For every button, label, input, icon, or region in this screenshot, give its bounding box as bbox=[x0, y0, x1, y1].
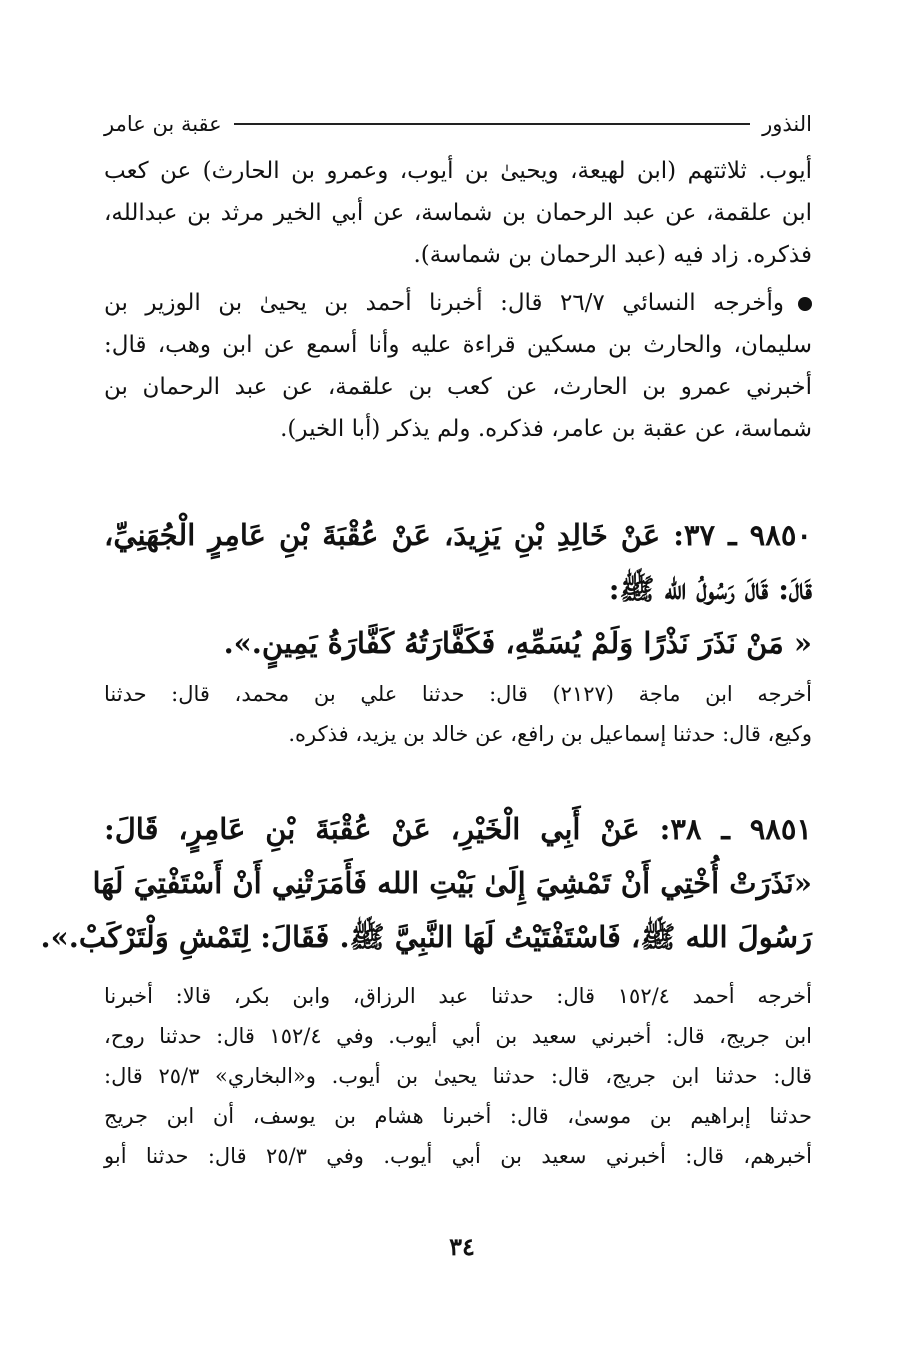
hadith-9851 bbox=[40, 802, 812, 964]
header-chapter-title: النذور bbox=[762, 112, 812, 136]
text-line: أخبرهم، قال: أخبرني سعيد بن أبي أيوب. وفي ٢٥/٣ قال: حدثنا أبو bbox=[104, 1144, 812, 1168]
text-line: أخرجه ابن ماجة (٢١٢٧) قال: حدثنا علي بن محمد، قال: حدثنا bbox=[104, 682, 812, 706]
hadith-line: ٩٨٥٠ ـ ٣٧: عَنْ خَالِدِ بْنِ يَزِيدَ، عَنْ عُقْبَةَ بْنِ عَامِرٍ الْجُهَنِيِّ، bbox=[104, 518, 812, 552]
hadith-line: قَالَ: قَالَ رَسُولُ الله ﷺ: bbox=[608, 572, 812, 606]
text-line: حدثنا إبراهيم بن موسىٰ، قال: أخبرنا هشام بن يوسف، أن ابن جريج bbox=[104, 1104, 812, 1128]
header-section-title: عقبة بن عامر bbox=[104, 112, 222, 136]
header-rule bbox=[234, 123, 750, 125]
text-line: شماسة، عن عقبة بن عامر، فذكره. ولم يذكر (أبا الخير). bbox=[280, 416, 812, 442]
hadith-line: رَسُولَ الله ﷺ، فَاسْتَفْتَيْتُ لَهَا النَّبِيَّ ﷺ. فَقَالَ: لِتَمْشِ وَلْتَرْكَبْ.». bbox=[40, 920, 812, 954]
text-line: أيوب. ثلاثتهم (ابن لهيعة، ويحيىٰ بن أيوب، وعمرو بن الحارث) عن كعب bbox=[104, 158, 812, 184]
text-line: ابن جريج، قال: أخبرني سعيد بن أبي أيوب. وفي ١٥٢/٤ قال: حدثنا روح، bbox=[104, 1024, 812, 1048]
takhrij-9850 bbox=[104, 674, 812, 754]
paragraph-sources-continued bbox=[104, 150, 812, 276]
running-header bbox=[104, 104, 812, 144]
paragraph-nasai bbox=[104, 282, 812, 450]
hadith-line: « مَنْ نَذَرَ نَذْرًا وَلَمْ يُسَمِّهِ، فَكَفَّارَتُهُ كَفَّارَةُ يَمِينٍ.». bbox=[223, 626, 812, 660]
text-line: قال: حدثنا ابن جريج، قال: حدثنا يحيىٰ بن أيوب. و«البخاري» ٢٥/٣ قال: bbox=[104, 1064, 813, 1088]
text-line: ابن علقمة، عن عبد الرحمان بن شماسة، عن أبي الخير مرثد بن عبدالله، bbox=[104, 200, 812, 226]
hadith-line: «نَذَرَتْ أُخْتِي أَنْ تَمْشِيَ إِلَىٰ بَيْتِ الله فَأَمَرَتْنِي أَنْ أَسْتَفْتِيَ لَهَا bbox=[92, 866, 812, 900]
page-number: ٣٤ bbox=[449, 1232, 475, 1261]
text-line: فذكره. زاد فيه (عبد الرحمان بن شماسة). bbox=[413, 242, 812, 268]
text-line-content: وأخرجه النسائي ٢٦/٧ قال: أخبرنا أحمد بن يحيىٰ بن الوزير بن bbox=[104, 290, 784, 316]
text-line bbox=[104, 282, 812, 324]
text-line: وكيع، قال: حدثنا إسماعيل بن رافع، عن خالد بن يزيد، فذكره. bbox=[288, 722, 812, 746]
bullet-icon bbox=[798, 297, 812, 311]
text-line: أخبرني عمرو بن الحارث، عن كعب بن علقمة، عن عبد الرحمان بن bbox=[104, 374, 812, 400]
hadith-9850 bbox=[104, 508, 812, 670]
hadith-line: ٩٨٥١ ـ ٣٨: عَنْ أَبِي الْخَيْرِ، عَنْ عُقْبَةَ بْنِ عَامِرٍ، قَالَ: bbox=[104, 812, 812, 846]
text-line: سليمان، والحارث بن مسكين قراءة عليه وأنا أسمع عن ابن وهب، قال: bbox=[104, 332, 812, 358]
takhrij-9851 bbox=[104, 976, 812, 1176]
text-line: أخرجه أحمد ١٥٢/٤ قال: حدثنا عبد الرزاق، وابن بكر، قالا: أخبرنا bbox=[104, 984, 812, 1008]
